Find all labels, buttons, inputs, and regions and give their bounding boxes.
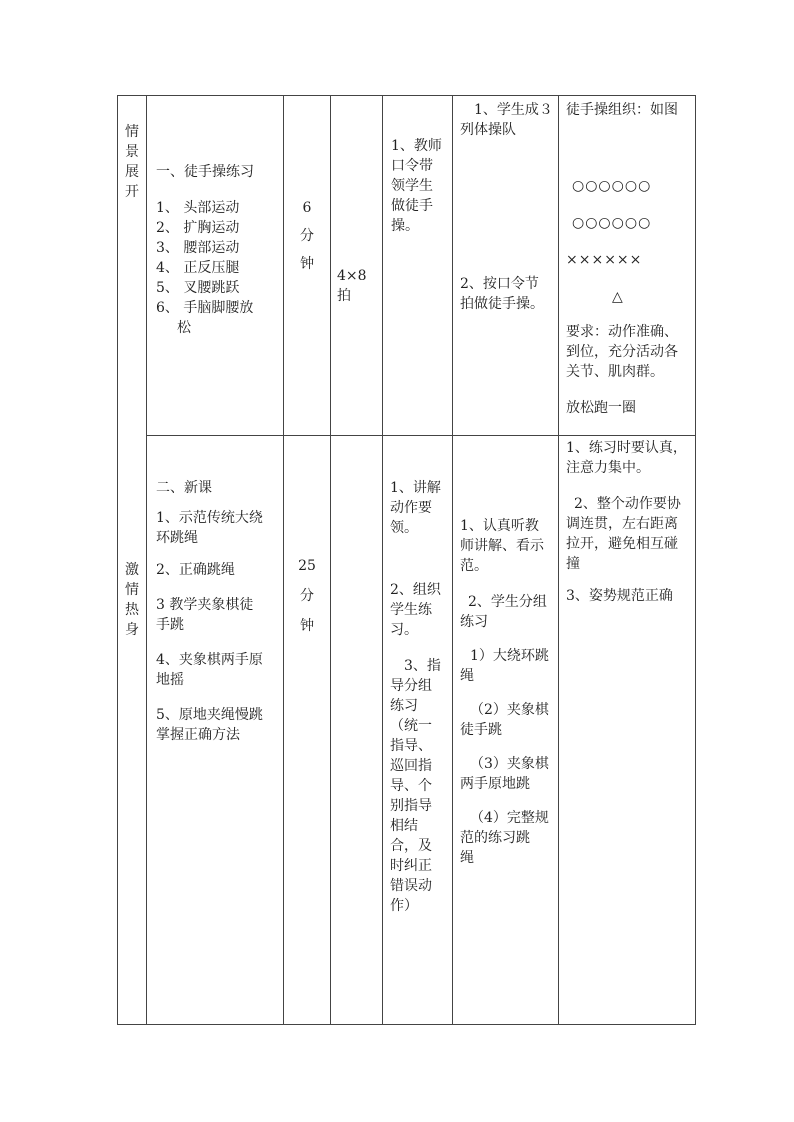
time-cell: 6 分 钟: [284, 96, 331, 436]
content-title: 二、新课: [156, 480, 212, 496]
list-item: 地摇: [156, 672, 184, 688]
content-cell: [147, 436, 284, 1025]
list-item: 5、 叉腰跳跃: [156, 280, 240, 296]
stage-label-1: 情 景 展 开: [125, 124, 139, 200]
table-row-warmup: [118, 96, 696, 436]
list-item: 3 教学夹象棋徒: [156, 597, 254, 613]
time-cell: 25 分 钟: [284, 436, 331, 1025]
list-item: 掌握正确方法: [156, 727, 240, 743]
teacher-activity-cell: 1、教师 口令带 领学生 做徒手 操。: [383, 96, 453, 436]
list-item: 松: [177, 320, 191, 336]
list-item: 1、 头部运动: [156, 200, 240, 216]
teacher-activity-cell: 1、讲解 动作要 领。 2、组织 学生练 习。 3、指 导分组 练习 （统一 指导、 巡回指 导、个 别指导 相结 合，及 时纠正 错误动 作）: [383, 436, 453, 1025]
intensity-cell: 4×8 拍: [331, 96, 383, 436]
list-item: 4、夹象棋两手原: [156, 652, 263, 668]
formation-row: ○○○○○○: [572, 215, 652, 231]
list-item: 3、 腰部运动: [156, 240, 240, 256]
requirements-cell: 1、练习时要认真， 注意力集中。 2、整个动作要协 调连贯，左右距离 拉开，避免相互碰 撞 3、姿势规范正确: [559, 436, 696, 1025]
stage-cell: [118, 96, 147, 1025]
list-item: 4、 正反压腿: [156, 260, 240, 276]
lesson-plan-table: [117, 95, 696, 1025]
teacher-marker: △: [612, 289, 623, 305]
organization-title: 徒手操组织：如图: [566, 102, 678, 118]
list-item: 环跳绳: [156, 530, 198, 546]
student-activity-cell: 1、学生成３ 列体操队 2、按口令节 拍做徒手操。: [453, 96, 559, 436]
organization-cell: 徒手操组织：如图 ○○○○○○ ○○○○○○ ×××××× △ 要求：动作准确、 到位，充分活动各 关节、肌肉群。 放松跑一圈: [559, 96, 696, 436]
formation-row: ○○○○○○: [572, 178, 652, 194]
intensity-cell: [331, 436, 383, 1025]
list-item: 2、正确跳绳: [156, 562, 235, 578]
list-item: 手跳: [156, 617, 184, 633]
formation-row: ××××××: [566, 252, 643, 268]
student-activity-cell: 1、认真听教 师讲解、看示 范。 2、学生分组 练习 1）大绕环跳 绳 （2）夹象棋 徒手跳 （3）夹象棋 两手原地跳 （4）完整规 范的练习跳 绳: [453, 436, 559, 1025]
stage-label-2: 激 情 热 身: [125, 562, 139, 638]
table-row-newlesson: [118, 436, 696, 1025]
list-item: 6、 手脑脚腰放: [156, 300, 254, 316]
list-item: 1、示范传统大绕: [156, 510, 263, 526]
content-cell: [147, 96, 284, 436]
list-item: 2、 扩胸运动: [156, 220, 240, 236]
content-title: 一、徒手操练习: [156, 164, 254, 180]
list-item: 5、原地夹绳慢跳: [156, 707, 263, 723]
